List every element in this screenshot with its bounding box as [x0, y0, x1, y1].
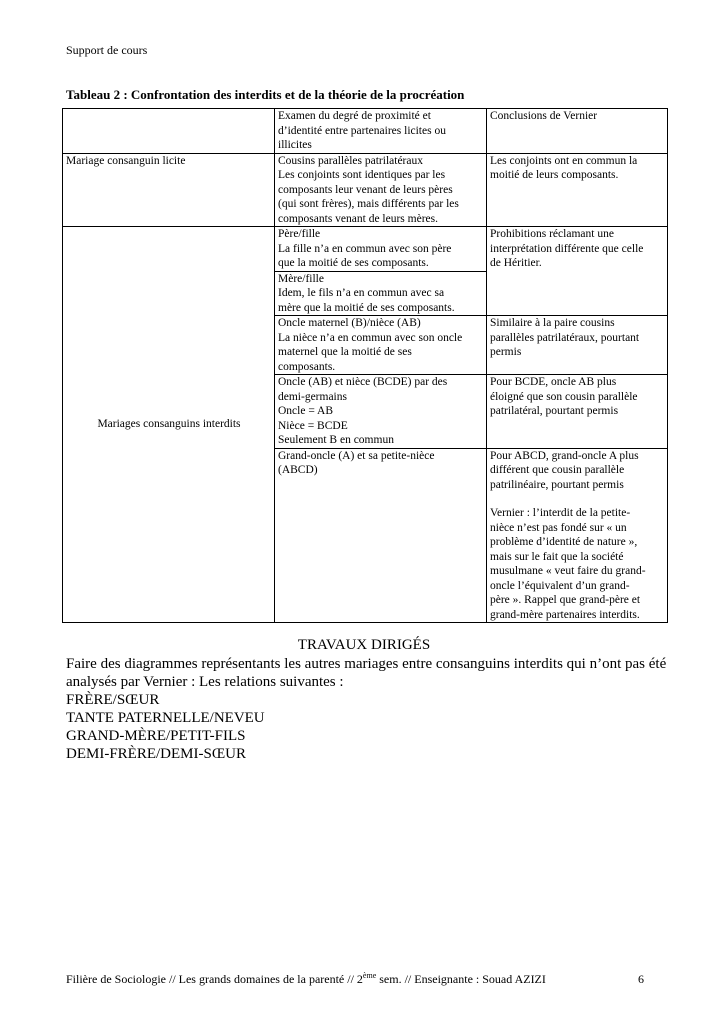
text-line: Les conjoints sont identiques par les [278, 169, 446, 181]
cell-heritier-conclusion [487, 227, 668, 316]
text-line: mais sur le fait que la société [490, 550, 624, 563]
cell-grand-oncle [275, 448, 487, 623]
text-line: d’identité entre partenaires licites ou [278, 124, 446, 137]
paragraph-gap [490, 492, 665, 506]
running-header: Support de cours [66, 43, 148, 57]
text-line: Conclusions de Vernier [490, 110, 598, 122]
text-line: Prohibitions réclamant une [490, 228, 614, 240]
text-line: FRÈRE/SŒUR [66, 692, 160, 708]
text-line: père ». Rappel que grand-père et [490, 594, 641, 606]
page-number: 6 [638, 972, 644, 986]
text-line: Examen du degré de proximité et [278, 110, 431, 122]
table-row-licite [63, 153, 668, 227]
footer-superscript: ème [362, 971, 377, 980]
cell-pere-fille [275, 227, 487, 272]
table-row-pere-fille [63, 227, 668, 272]
table-title: Tableau 2 : Confrontation des interdits et de la théorie de la procréation [66, 87, 465, 102]
cell-licite-conclusion [487, 153, 668, 227]
text-line: Similaire à la paire cousins [490, 317, 615, 329]
cell-demi-germains-conclusion [487, 375, 668, 449]
text-line: nièce n’est pas fondé sur « un [490, 521, 627, 534]
header-cell-examen [275, 109, 487, 154]
cell-oncle-niece [275, 316, 487, 375]
text-line: que la moitié de ses composants. [278, 257, 429, 269]
text-line: permis [490, 346, 522, 358]
text-line: problème d’identité de nature », [490, 536, 638, 548]
travaux-title: TRAVAUX DIRIGÉS [297, 637, 431, 653]
text-line: patrilatéral, pourtant permis [490, 405, 619, 417]
text-line: parallèles patrilatéraux, pourtant [490, 331, 640, 344]
text-line: Oncle (AB) et nièce (BCDE) par des [278, 376, 448, 388]
text-line: maternel que la moitié de ses [278, 346, 412, 358]
text-line: La fille n’a en commun avec son père [278, 242, 452, 255]
text-line: DEMI-FRÈRE/DEMI-SŒUR [66, 746, 247, 762]
conclusion-part-1 [490, 449, 665, 493]
text-line: composants. [278, 360, 336, 373]
text-line: Faire des diagrammes représentants les autres mariages entre consanguins interdits qui n’ont pas été [66, 656, 667, 672]
text-line: Les conjoints ont en commun la [490, 154, 638, 167]
footer-text-start: Filière de Sociologie // Les grands domaines de la parenté // 2 [66, 972, 363, 986]
text-line: Vernier : l’interdit de la petite- [490, 507, 631, 519]
comparison-table [62, 108, 668, 623]
travaux-relations-list [66, 691, 676, 763]
text-line: Nièce = BCDE [278, 419, 348, 432]
table-header-row [63, 109, 668, 154]
cell-oncle-niece-conclusion [487, 316, 668, 375]
text-line: (ABCD) [278, 464, 318, 476]
text-line: Père/fille [278, 228, 321, 240]
text-line: oncle l’équivalent d’un grand- [490, 579, 630, 592]
text-line: Grand-oncle (A) et sa petite-nièce [278, 449, 435, 462]
text-line: Oncle maternel (B)/nièce (AB) [278, 317, 421, 329]
travaux-intro [66, 655, 676, 691]
text-line: éloigné que son cousin parallèle [490, 390, 638, 403]
text-line: Mère/fille [278, 272, 324, 285]
text-line: Cousins parallèles patrilatéraux [278, 154, 423, 167]
text-line: Pour ABCD, grand-oncle A plus [490, 449, 639, 462]
text-line: différent que cousin parallèle [490, 464, 625, 476]
text-line: de Héritier. [490, 257, 542, 269]
conclusion-part-2 [490, 506, 665, 622]
text-line: (qui sont frères), mais différents par les [278, 198, 459, 210]
text-line: patrilinéaire, pourtant permis [490, 478, 624, 491]
header-cell-conclusions [487, 109, 668, 154]
cell-cousins-paralleles [275, 153, 487, 227]
text-line: illicites [278, 139, 312, 151]
text-line: grand-mère partenaires interdits. [490, 608, 640, 621]
text-line: interprétation différente que celle [490, 242, 644, 255]
cell-demi-germains [275, 375, 487, 449]
travaux-body [66, 655, 676, 763]
text-line: composants venant de leurs mères. [278, 212, 438, 225]
text-line: Idem, le fils n’a en commun avec sa [278, 287, 445, 299]
row-label-interdits: Mariages consanguins interdits [63, 227, 275, 623]
text-line: demi-germains [278, 390, 347, 403]
footer-text-end: sem. // Enseignante : Souad AZIZI [376, 972, 546, 986]
text-line: composants leur venant de leurs pères [278, 183, 453, 196]
text-line: La nièce n’a en commun avec son oncle [278, 331, 463, 344]
text-line: TANTE PATERNELLE/NEVEU [66, 710, 265, 726]
text-line: analysés par Vernier : Les relations suivantes : [66, 674, 344, 690]
row-label-licite: Mariage consanguin licite [63, 153, 275, 227]
cell-grand-oncle-conclusion [487, 448, 668, 623]
text-line: mère que la moitié de ses composants. [278, 301, 455, 314]
text-line: musulmane « veut faire du grand- [490, 565, 646, 577]
text-line: Oncle = AB [278, 405, 334, 417]
empty-header-cell [63, 109, 275, 154]
text-line: moitié de leurs composants. [490, 169, 619, 181]
text-line: GRAND-MÈRE/PETIT-FILS [66, 728, 246, 744]
page-footer [66, 972, 666, 987]
text-line: Pour BCDE, oncle AB plus [490, 376, 617, 388]
text-line: Seulement B en commun [278, 434, 394, 446]
cell-mere-fille [275, 271, 487, 316]
